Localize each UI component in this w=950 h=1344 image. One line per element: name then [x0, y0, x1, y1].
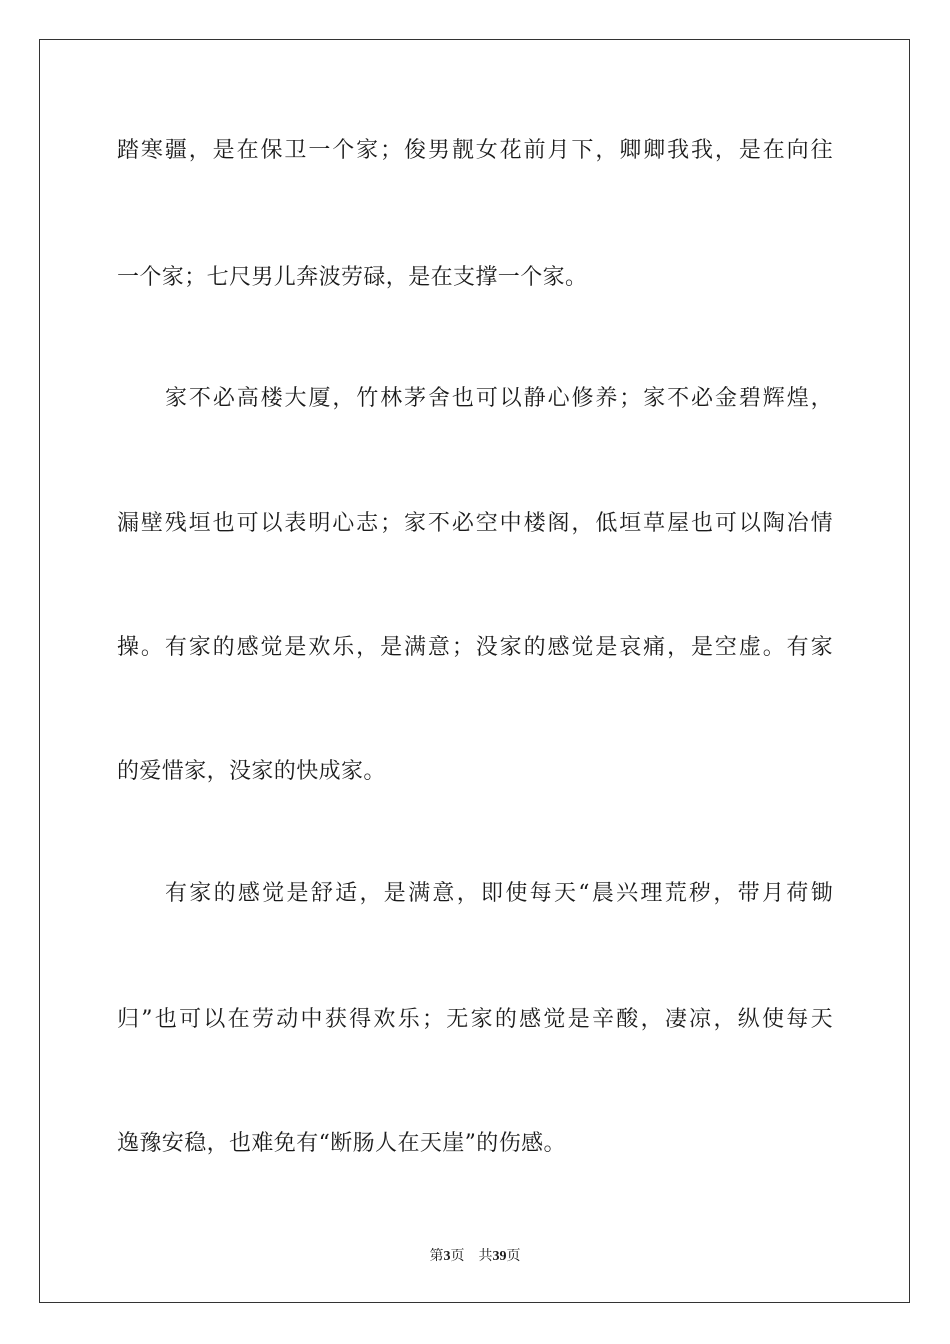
text-line-4: 漏壁残垣也可以表明心志；家不必空中楼阁，低垣草屋也可以陶冶情 — [117, 511, 833, 536]
text-line-6: 的爱惜家，没家的快成家。 — [117, 759, 386, 784]
total-unit: 页 — [506, 1248, 521, 1264]
text-line-9: 逸豫安稳，也难免有“断肠人在天崖”的伤感。 — [117, 1131, 566, 1156]
text-line-1: 踏寒疆，是在保卫一个家；俊男靓女花前月下，卿卿我我，是在向往 — [117, 138, 833, 163]
total-pages: 39 — [492, 1249, 507, 1264]
total-prefix: 共 — [478, 1248, 493, 1264]
text-line-5: 操。有家的感觉是欢乐，是满意；没家的感觉是哀痛，是空虚。有家 — [117, 635, 833, 660]
page-prefix: 第 — [429, 1248, 444, 1264]
text-line-3: 家不必高楼大厦，竹林茅舍也可以静心修养；家不必金碧辉煌， — [165, 386, 833, 411]
page-unit: 页 — [450, 1248, 465, 1264]
text-line-7: 有家的感觉是舒适，是满意，即使每天“晨兴理荒秽，带月荷锄 — [165, 881, 833, 906]
page-number: 3 — [443, 1249, 451, 1264]
text-line-2: 一个家；七尺男儿奔波劳碌，是在支撑一个家。 — [117, 265, 588, 290]
page-footer — [0, 1246, 950, 1267]
text-line-8: 归”也可以在劳动中获得欢乐；无家的感觉是辛酸，凄凉，纵使每天 — [117, 1007, 833, 1032]
page-border — [39, 39, 910, 1303]
